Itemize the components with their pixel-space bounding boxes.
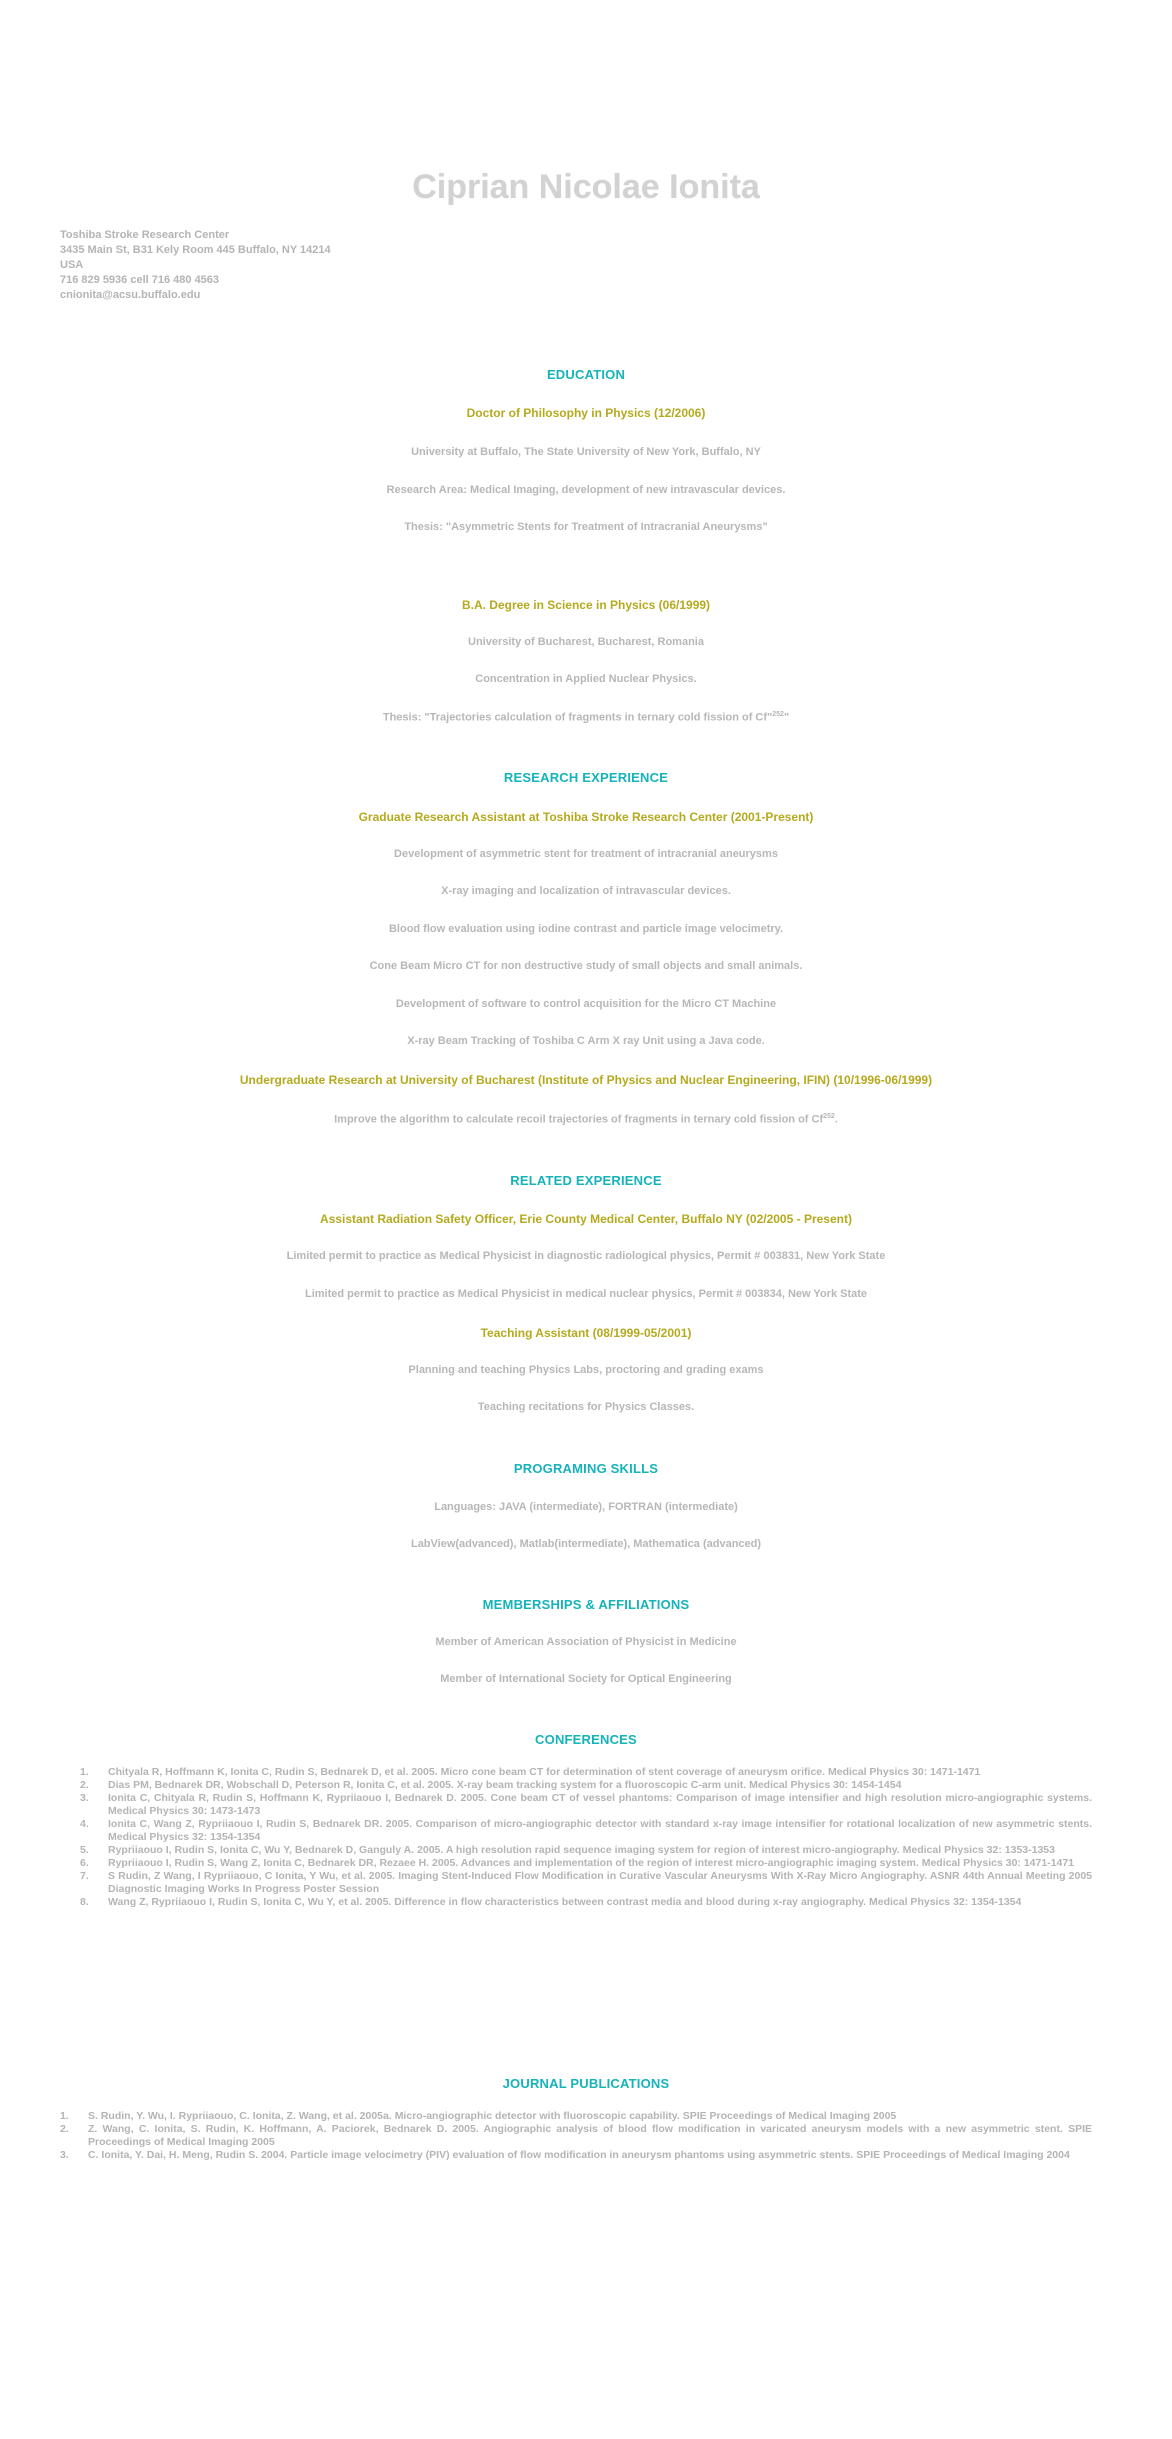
journal-item: 1. S. Rudin, Y. Wu, I. Rypriiaouo, C. Ionita, Z. Wang, et al. 2005a. Micro-angiographic detector with fluoroscopic capability. SPIE Proceedings of Medical Imaging 2005	[60, 2110, 897, 2122]
journal-item: 3. C. Ionita, Y. Dai, H. Meng, Rudin S. 2004. Particle image velocimetry (PIV) evaluation of flow modification in aneurysm phantoms using asymmetric stents. SPIE Proceedings of Medical Imaging 2004	[60, 2149, 1070, 2161]
grad-research-line: Cone Beam Micro CT for non destructive study of small objects and small animals.	[369, 960, 803, 972]
ta-line: Teaching recitations for Physics Classes.	[477, 1401, 695, 1413]
grad-research-line: Blood flow evaluation using iodine contrast and particle image velocimetry.	[388, 923, 784, 935]
ba-university: University of Bucharest, Bucharest, Romania	[468, 636, 704, 648]
ta-title: Teaching Assistant (08/1999-05/2001)	[480, 1326, 692, 1340]
conference-item: 6. Rypriiaouo I, Rudin S, Wang Z, Ionita C, Bednarek DR, Rezaee H. 2005. Advances and implementation of the region of interest micro-angiographic imaging system. Medical Physics 30: 1471-1471	[80, 1857, 1075, 1869]
education-heading: EDUCATION	[546, 367, 626, 382]
related-heading: RELATED EXPERIENCE	[510, 1173, 662, 1188]
skills-languages: Languages: JAVA (intermediate), FORTRAN (intermediate)	[434, 1501, 738, 1513]
grad-research-line: X-ray Beam Tracking of Toshiba C Arm X ray Unit using a Java code.	[407, 1035, 765, 1047]
membership-item: Member of American Association of Physicist in Medicine	[435, 1636, 737, 1648]
phd-thesis: Thesis: "Asymmetric Stents for Treatment of Intracranial Aneurysms"	[404, 521, 768, 533]
contact-country: USA	[60, 259, 84, 271]
phd-research-area: Research Area: Medical Imaging, development of new intravascular devices.	[386, 484, 786, 496]
grad-research-line: Development of software to control acquisition for the Micro CT Machine	[395, 998, 777, 1010]
rso-title: Assistant Radiation Safety Officer, Erie County Medical Center, Buffalo NY (02/2005 - Present)	[320, 1212, 852, 1226]
conference-item: 5. Rypriiaouo I, Rudin S, Ionita C, Wu Y, Bednarek D, Ganguly A. 2005. A high resolution rapid sequence imaging system for region of interest micro-angiography. Medical Physics 32: 1353-1353	[80, 1844, 1055, 1856]
journal-heading: JOURNAL PUBLICATIONS	[502, 2076, 670, 2091]
membership-item: Member of International Society for Optical Engineering	[440, 1673, 732, 1685]
conference-item: 2. Dias PM, Bednarek DR, Wobschall D, Peterson R, Ionita C, et al. 2005. X-ray beam tracking system for a fluoroscopic C-arm unit. Medical Physics 30: 1454-1454	[80, 1779, 902, 1791]
conference-item: 8. Wang Z, Rypriiaouo I, Rudin S, Ionita C, Wu Y, et al. 2005. Difference in flow characteristics between contrast media and blood during x-ray angiography. Medical Physics 32: 1354-1354	[80, 1896, 1022, 1908]
rso-permit: Limited permit to practice as Medical Physicist in diagnostic radiological physics, Permit # 003831, New York State	[286, 1250, 886, 1262]
contact-affiliation: Toshiba Stroke Research Center	[60, 229, 230, 241]
phd-degree: Doctor of Philosophy in Physics (12/2006)	[466, 406, 706, 420]
contact-email[interactable]: cnionita@acsu.buffalo.edu	[60, 289, 201, 301]
ta-line: Planning and teaching Physics Labs, proctoring and grading exams	[408, 1364, 764, 1376]
grad-research-line: Development of asymmetric stent for treatment of intracranial aneurysms	[394, 848, 778, 860]
conferences-heading: CONFERENCES	[535, 1732, 637, 1747]
undergrad-research-line: Improve the algorithm to calculate recoil trajectories of fragments in ternary cold fission of Cf$^{252}$.	[334, 1113, 838, 1126]
rso-permit: Limited permit to practice as Medical Physicist in medical nuclear physics, Permit # 003834, New York State	[304, 1288, 868, 1300]
conference-item: 3. Ionita C, Chityala R, Rudin S, Hoffmann K, Rypriiaouo I, Bednarek D. 2005. Cone beam CT of vessel phantoms: Comparison of image intensifier and high resolution micro-angiographic systems. Medical Physics 30: 1473-1473	[80, 1792, 1092, 1817]
skills-heading: PROGRAMING SKILLS	[513, 1461, 659, 1476]
grad-research-line: X-ray imaging and localization of intravascular devices.	[441, 885, 731, 897]
ba-thesis: Thesis: "Trajectories calculation of fragments in ternary cold fission of Cf"$^{252}$"	[382, 711, 790, 724]
research-heading: RESEARCH EXPERIENCE	[503, 770, 669, 785]
undergrad-research-title: Undergraduate Research at University of Bucharest (Institute of Physics and Nuclear Engineering, IFIN) (10/1996-06/1999)	[239, 1073, 933, 1087]
contact-address: 3435 Main St, B31 Kely Room 445 Buffalo, NY 14214	[60, 244, 331, 256]
ba-concentration: Concentration in Applied Nuclear Physics.	[475, 673, 697, 685]
grad-research-title: Graduate Research Assistant at Toshiba Stroke Research Center (2001-Present)	[358, 810, 814, 824]
conference-item: 1. Chityala R, Hoffmann K, Ionita C, Rudin S, Bednarek D, et al. 2005. Micro cone beam CT for determination of stent coverage of aneurysm orifice. Medical Physics 30: 1471-1471	[80, 1766, 981, 1778]
conference-list	[80, 1766, 1092, 1909]
conference-item: 4. Ionita C, Wang Z, Rypriiaouo I, Rudin S, Bednarek DR. 2005. Comparison of micro-angiographic detector with standard x-ray image intensifier for rotational localization of new asymmetric stents. Medical Physics 32: 1354-1354	[80, 1818, 1092, 1843]
journal-list	[60, 2110, 1092, 2162]
contact-phone: 716 829 5936 cell 716 480 4563	[60, 274, 220, 286]
conference-item: 7. S Rudin, Z Wang, I Rypriiaouo, C Ionita, Y Wu, et al. 2005. Imaging Stent-Induced Flow Modification in Curative Vascular Aneurysms With X-Ray Micro Angiography. ASNR 44th Annual Meeting 2005 Diagnostic Imaging Works In Progress Poster Session	[80, 1870, 1092, 1895]
memberships-heading: MEMBERSHIPS & AFFILIATIONS	[482, 1597, 690, 1612]
contact-block	[60, 228, 331, 303]
ba-degree: B.A. Degree in Science in Physics (06/1999)	[461, 598, 711, 612]
phd-university: University at Buffalo, The State University of New York, Buffalo, NY	[411, 446, 761, 458]
journal-item: 2. Z. Wang, C. Ionita, S. Rudin, K. Hoffmann, A. Paciorek, Bednarek D. 2005. Angiographic analysis of blood flow modification in varicated aneurysm models with a new asymmetric stent. SPIE Proceedings of Medical Imaging 2005	[60, 2123, 1092, 2148]
skills-software: LabView(advanced), Matlab(intermediate), Mathematica (advanced)	[410, 1538, 762, 1550]
cv-name: Ciprian Nicolae Ionita	[412, 168, 760, 206]
